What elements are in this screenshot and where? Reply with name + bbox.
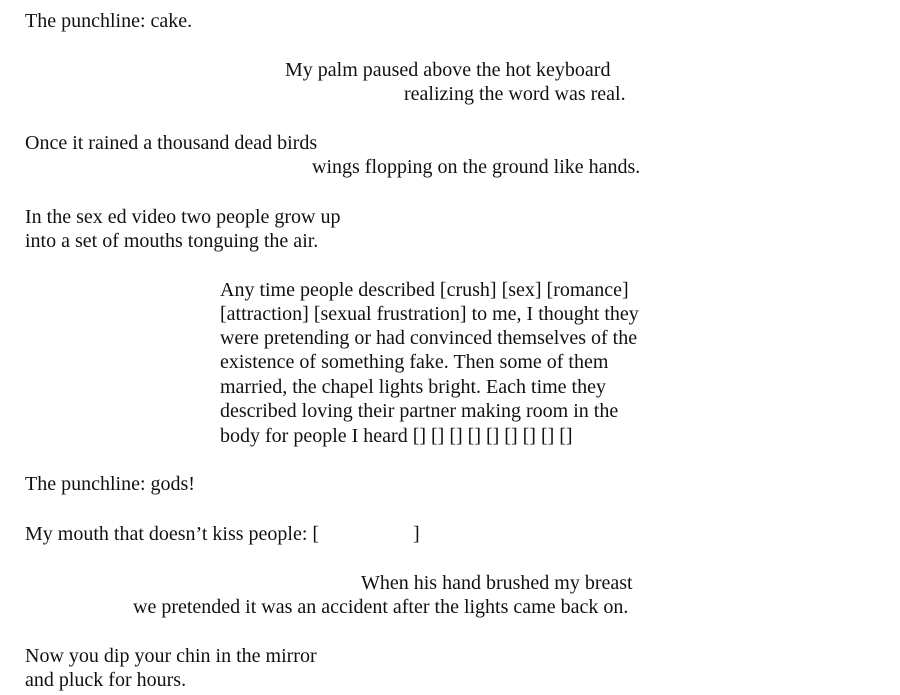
stanza-2-line-1: My palm paused above the hot keyboard [285, 59, 611, 81]
stanza-5-line-3: were pretending or had convinced themselves of the [220, 327, 638, 349]
stanza-5-line-6: described loving their partner making room in the [220, 400, 619, 422]
stanza-5-line-2: [attraction] [sexual frustration] to me, I thought they [220, 303, 639, 325]
stanza-3-line-1: Once it rained a thousand dead birds [25, 132, 318, 154]
stanza-5-line-4: existence of something fake. Then some of them [220, 351, 609, 373]
stanza-8-line-1: When his hand brushed my breast [361, 572, 633, 594]
stanza-4-line-1: In the sex ed video two people grow up [25, 206, 341, 228]
stanza-6-line-1: The punchline: gods! [25, 473, 195, 495]
stanza-7-line-1: My mouth that doesn’t kiss people: [ [25, 523, 320, 545]
stanza-9-line-1: Now you dip your chin in the mirror [25, 645, 317, 667]
stanza-5-line-5: married, the chapel lights bright. Each time they [220, 376, 606, 398]
stanza-3-line-2: wings flopping on the ground like hands. [312, 156, 641, 178]
stanza-7-bracket-close: ] [413, 523, 420, 545]
stanza-1-line-1: The punchline: cake. [25, 10, 193, 32]
stanza-4-line-2: into a set of mouths tonguing the air. [25, 230, 319, 252]
stanza-5-line-1: Any time people described [crush] [sex] [romance] [220, 279, 629, 301]
stanza-8-line-2: we pretended it was an accident after the lights came back on. [133, 596, 629, 618]
stanza-5-line-7: body for people I heard [] [] [] [] [] [] [] [] [] [220, 425, 573, 447]
stanza-9-line-2: and pluck for hours. [25, 669, 187, 691]
stanza-2-line-2: realizing the word was real. [404, 83, 626, 105]
